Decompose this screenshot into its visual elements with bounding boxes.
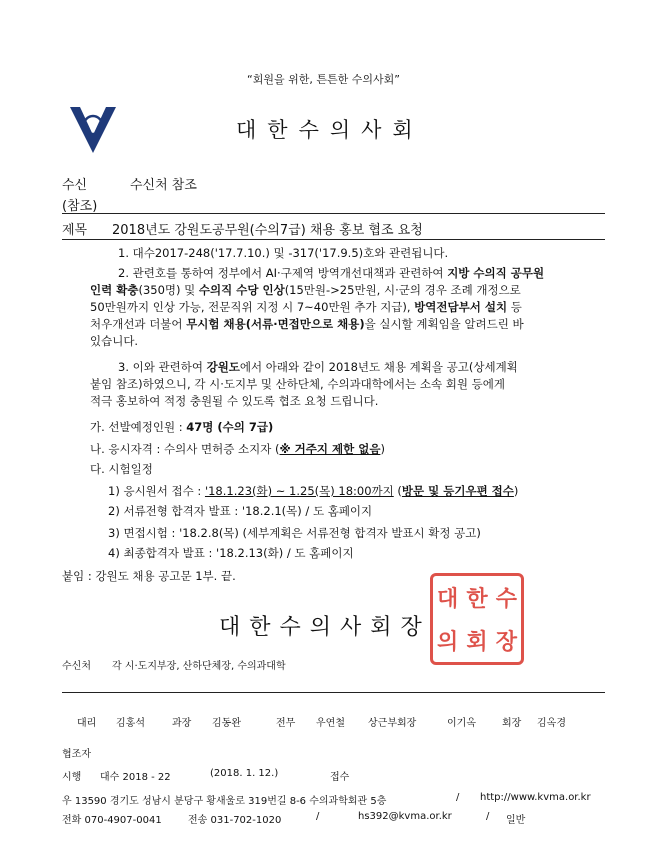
separator: / (316, 811, 320, 822)
schedule-1: 1) 응시원서 접수 : '18.1.23(화) ~ 1.25(목) 18:00까지 (방문 및 등기우편 접수) (108, 484, 519, 498)
approval-role: 전무 (276, 718, 296, 729)
approval-name: 김옥경 (537, 718, 566, 729)
approval-role: 회장 (502, 718, 522, 729)
schedule-3: 3) 면접시험 : '18.2.8(목) (세부계획은 서류전형 합격자 발표시 확정 공고) (108, 526, 481, 540)
subject-value: 2018년도 강원도공무원(수의7급) 채용 홍보 협조 요청 (112, 223, 423, 238)
reference-label: (참조) (62, 199, 98, 214)
recipient-value: 수신처 참조 (130, 178, 197, 193)
website-link[interactable]: http://www.kvma.or.kr (480, 792, 591, 803)
approval-name: 김홍석 (116, 718, 145, 729)
schedule-2: 2) 서류전형 합격자 발표 : '18.2.1(목) / 도 홈페이지 (108, 504, 373, 518)
approval-role: 대리 (77, 718, 97, 729)
seal-char: 회 (466, 629, 488, 655)
recipient-label: 수신 (62, 178, 88, 193)
item-ga: 가. 선발예정인원 : 47명 (수의 7급) (90, 420, 274, 434)
approval-name: 우연철 (316, 718, 345, 729)
attachment-line: 붙임 : 강원도 채용 공고문 1부. 끝. (62, 569, 236, 583)
cooperator-label: 협조자 (62, 749, 91, 760)
paragraph-1: 1. 대수2017-248('17.7.10.) 및 -317('17.9.5)호와 관련됩니다. (118, 246, 449, 260)
sender-title: 대한수의사회장 (219, 615, 431, 640)
header-divider-bottom (62, 239, 605, 240)
header-divider-top (62, 213, 605, 214)
motto: “회원을 위한, 튼튼한 수의사회” (247, 73, 400, 86)
approval-name: 이기옥 (447, 718, 476, 729)
phone: 전화 070-4907-0041 (62, 815, 162, 826)
address: 우 13590 경기도 성남시 분당구 황새울로 319번길 8-6 수의과학회관 5층 (62, 796, 387, 807)
exec-label: 시행 (62, 772, 82, 783)
exec-date: (2018. 1. 12.) (210, 768, 279, 779)
seal-char: 한 (466, 586, 488, 612)
schedule-4: 4) 최종합격자 발표 : '18.2.13(화) / 도 홈페이지 (108, 546, 354, 560)
paragraph-2: 2. 관련호를 통하여 정부에서 AI·구제역 방역개선대책과 관련하여 지방 수의직 공무원 인력 확충(350명) 및 수의직 수당 인상(15만원->25만원, 시·군의 경우 조례 개정으로 50만원까지 인상 가능, 전문직위 지정 시 7~40만원 추가 지급), 방역전담부서 설치 등 처우개선과 더불어 무시험 채용(서류·면접만으로 채용)을 실시할 계획임을 알려드린 바 있습니다. (90, 266, 545, 348)
separator: / (486, 811, 490, 822)
separator: / (456, 792, 460, 803)
seal-char: 장 (495, 629, 517, 655)
seal-char: 의 (437, 629, 459, 655)
org-title: 대한수의사회 (236, 118, 424, 142)
approval-role: 상근부회장 (368, 718, 417, 729)
exec-number: 대수 2018 - 22 (100, 772, 171, 783)
item-na: 나. 응시자격 : 수의사 면허증 소지자 (※ 거주지 제한 없음) (90, 442, 385, 456)
seal-char: 수 (495, 586, 517, 612)
subject-label: 제목 (62, 223, 88, 238)
disclosure-level: 일반 (506, 815, 526, 826)
email-link[interactable]: hs392@kvma.or.kr (358, 811, 452, 822)
item-da: 다. 시험일정 (90, 462, 153, 476)
paragraph-3: 3. 이와 관련하여 강원도에서 아래와 같이 2018년도 채용 계획을 공고(상세계획 붙임 참조)하였으니, 각 시·도지부 및 산하단체, 수의과대학에서는 소속 회원 등에게 적극 홍보하여 적정 충원될 수 있도록 협조 요청 드립니다. (90, 360, 518, 408)
recipients-label: 수신처 (62, 661, 91, 672)
footer-divider (62, 692, 605, 693)
seal-char: 대 (437, 586, 459, 612)
approval-role: 과장 (172, 718, 192, 729)
association-logo-icon (66, 103, 120, 157)
approval-name: 김동완 (212, 718, 241, 729)
receive-label: 접수 (330, 772, 350, 783)
fax: 전송 031-702-1020 (188, 815, 282, 826)
recipients-value: 각 시·도지부장, 산하단체장, 수의과대학 (112, 661, 286, 672)
official-seal (430, 573, 524, 665)
